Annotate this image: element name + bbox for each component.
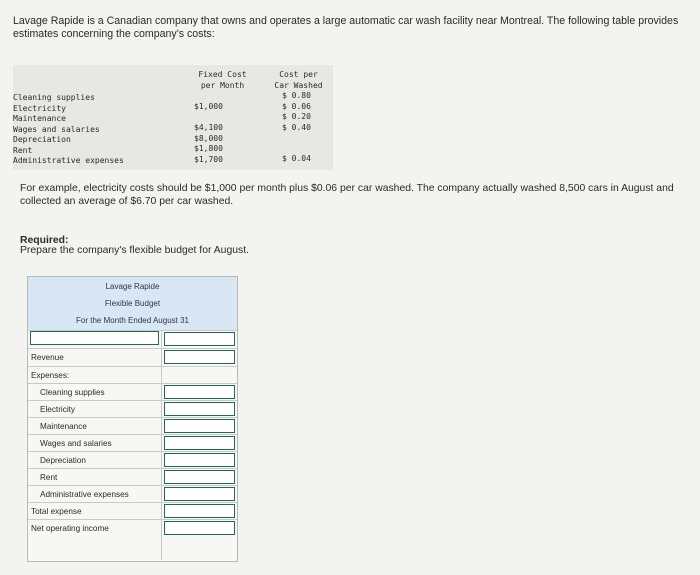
cost-items-column xyxy=(13,93,124,167)
fixed-cost-column xyxy=(194,102,223,165)
budget-period: For the Month Ended August 31 xyxy=(76,316,189,325)
budget-company-name: Lavage Rapide xyxy=(105,282,160,291)
variable-cost-value: $ 0.04 xyxy=(282,154,311,163)
budget-amount-input[interactable] xyxy=(164,521,235,535)
budget-row-label: Depreciation xyxy=(40,456,86,465)
fixed-cost-header: Fixed Cost per Month xyxy=(198,70,247,90)
cost-item: Depreciation xyxy=(13,135,71,144)
budget-row-label: Revenue xyxy=(31,353,64,362)
variable-cost-value: $ 0.06 xyxy=(282,101,311,111)
variable-cost-column xyxy=(282,91,311,165)
variable-cost-value xyxy=(282,133,311,144)
budget-row xyxy=(28,485,237,503)
budget-row-label: Cleaning supplies xyxy=(40,388,105,397)
variable-cost-value xyxy=(282,144,311,155)
cost-item: Administrative expenses xyxy=(13,156,124,165)
variable-cost-value: $ 0.20 xyxy=(282,112,311,121)
budget-row xyxy=(28,366,237,384)
budget-row-label: Expenses: xyxy=(31,371,70,380)
cost-item: Maintenance xyxy=(13,114,66,123)
fixed-cost-value xyxy=(194,113,223,124)
fixed-cost-value: $4,100 xyxy=(194,123,223,132)
required-text: Prepare the company's flexible budget for August. xyxy=(20,245,249,256)
budget-row xyxy=(28,400,237,418)
flexible-budget-form xyxy=(27,276,238,562)
budget-title: Flexible Budget xyxy=(104,299,161,308)
variable-cost-value: $ 0.40 xyxy=(282,122,311,132)
fixed-cost-value: $1,000 xyxy=(194,102,223,111)
intro-paragraph: Lavage Rapide is a Canadian company that owns and operates a large automatic car wash facility near Montreal. The following table provides estimates concerning the company's costs: xyxy=(13,15,679,40)
budget-row xyxy=(28,502,237,520)
budget-amount-input[interactable] xyxy=(164,419,235,433)
budget-row xyxy=(28,417,237,435)
budget-row xyxy=(28,468,237,486)
cost-item: Rent xyxy=(13,145,33,155)
budget-row xyxy=(28,451,237,469)
budget-amount-input[interactable] xyxy=(164,453,235,467)
budget-row xyxy=(28,383,237,401)
budget-row xyxy=(28,434,237,452)
budget-row-label: Wages and salaries xyxy=(40,439,112,448)
budget-row-label: Maintenance xyxy=(40,422,87,431)
budget-amount-input[interactable] xyxy=(164,436,235,450)
budget-column-header-input[interactable] xyxy=(30,331,159,345)
budget-amount-input[interactable] xyxy=(164,504,235,518)
cost-item: Cleaning supplies xyxy=(13,93,95,102)
fixed-cost-value: $1,800 xyxy=(194,144,223,153)
budget-row xyxy=(28,348,237,366)
fixed-cost-value: $8,000 xyxy=(194,133,223,143)
budget-amount-input[interactable] xyxy=(164,487,235,501)
budget-row-label: Total expense xyxy=(31,507,82,516)
budget-row-label: Net operating income xyxy=(31,524,109,533)
budget-amount-input[interactable] xyxy=(164,470,235,484)
variable-cost-value: $ 0.80 xyxy=(282,91,311,100)
variable-cost-header: Cost per Car Washed xyxy=(274,70,323,90)
budget-amount-input[interactable] xyxy=(164,350,235,364)
budget-amount-input[interactable] xyxy=(164,332,235,346)
budget-row xyxy=(28,519,237,537)
budget-amount-input[interactable] xyxy=(164,402,235,416)
required-heading: Required: xyxy=(20,235,69,246)
cost-item: Wages and salaries xyxy=(13,124,100,134)
budget-amount-input[interactable] xyxy=(164,385,235,399)
budget-row-label: Rent xyxy=(40,473,58,482)
cost-item: Electricity xyxy=(13,103,66,113)
fixed-cost-value: $1,700 xyxy=(194,154,223,164)
budget-row-label: Administrative expenses xyxy=(40,490,129,499)
budget-header xyxy=(28,277,237,330)
budget-row-label: Electricity xyxy=(40,405,76,414)
example-paragraph: For example, electricity costs should be $1,000 per month plus $0.06 per car washed. The company actually washed 8,500 cars in August and collected an average of $6.70 per car washed. xyxy=(20,183,674,207)
